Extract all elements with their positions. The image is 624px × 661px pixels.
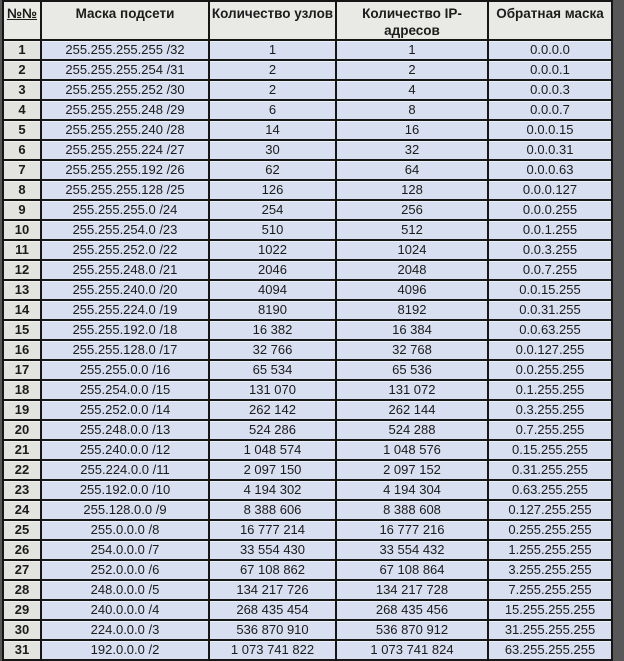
table-row [3, 100, 612, 120]
table-body [3, 40, 612, 660]
subnet-mask-cell: 255.255.0.0 /16 [41, 360, 209, 380]
host-count-cell: 16 382 [209, 320, 336, 340]
wildcard-mask-cell: 0.0.63.255 [488, 320, 612, 340]
row-number-cell: 31 [3, 640, 41, 660]
row-number-cell: 22 [3, 460, 41, 480]
table-row [3, 400, 612, 420]
wildcard-mask-cell: 0.0.7.255 [488, 260, 612, 280]
row-number-cell: 27 [3, 560, 41, 580]
table-row [3, 140, 612, 160]
row-number-cell: 30 [3, 620, 41, 640]
subnet-mask-cell: 255.255.192.0 /18 [41, 320, 209, 340]
wildcard-mask-cell: 0.0.0.3 [488, 80, 612, 100]
row-number-cell: 9 [3, 200, 41, 220]
ip-count-cell: 4 [336, 80, 488, 100]
table-row [3, 480, 612, 500]
table-row [3, 540, 612, 560]
wildcard-mask-cell: 63.255.255.255 [488, 640, 612, 660]
subnet-mask-cell: 255.128.0.0 /9 [41, 500, 209, 520]
col-header-subnet-mask [41, 1, 209, 40]
subnet-mask-cell: 255.248.0.0 /13 [41, 420, 209, 440]
wildcard-mask-cell: 0.255.255.255 [488, 520, 612, 540]
row-number-cell: 12 [3, 260, 41, 280]
host-count-cell: 8190 [209, 300, 336, 320]
ip-count-cell: 8 388 608 [336, 500, 488, 520]
ip-count-cell: 64 [336, 160, 488, 180]
wildcard-mask-cell: 0.0.31.255 [488, 300, 612, 320]
wildcard-mask-cell: 0.0.0.1 [488, 60, 612, 80]
row-number-cell: 3 [3, 80, 41, 100]
host-count-cell: 33 554 430 [209, 540, 336, 560]
table-row [3, 520, 612, 540]
row-number-cell: 14 [3, 300, 41, 320]
ip-count-cell: 536 870 912 [336, 620, 488, 640]
ip-count-cell: 33 554 432 [336, 540, 488, 560]
row-number-cell: 21 [3, 440, 41, 460]
col-header-subnet-mask-label: Маска подсети [75, 6, 175, 21]
row-number-cell: 4 [3, 100, 41, 120]
ip-count-cell: 256 [336, 200, 488, 220]
subnet-mask-cell: 255.192.0.0 /10 [41, 480, 209, 500]
table-row [3, 560, 612, 580]
table-row [3, 460, 612, 480]
table-row [3, 320, 612, 340]
wildcard-mask-cell: 0.7.255.255 [488, 420, 612, 440]
ip-count-cell: 32 768 [336, 340, 488, 360]
row-number-cell: 24 [3, 500, 41, 520]
ip-count-cell: 65 536 [336, 360, 488, 380]
subnet-mask-cell: 255.255.255.255 /32 [41, 40, 209, 60]
subnet-mask-cell: 254.0.0.0 /7 [41, 540, 209, 560]
row-number-cell: 6 [3, 140, 41, 160]
host-count-cell: 510 [209, 220, 336, 240]
ip-count-cell: 1 073 741 824 [336, 640, 488, 660]
col-header-host-count-label: Количество узлов [211, 6, 334, 21]
host-count-cell: 4 194 302 [209, 480, 336, 500]
ip-count-cell: 2 097 152 [336, 460, 488, 480]
row-number-cell: 17 [3, 360, 41, 380]
wildcard-mask-cell: 31.255.255.255 [488, 620, 612, 640]
ip-count-cell: 4096 [336, 280, 488, 300]
host-count-cell: 1022 [209, 240, 336, 260]
row-number-cell: 26 [3, 540, 41, 560]
subnet-mask-cell: 255.255.252.0 /22 [41, 240, 209, 260]
ip-count-cell: 128 [336, 180, 488, 200]
wildcard-mask-cell: 0.63.255.255 [488, 480, 612, 500]
row-number-cell: 10 [3, 220, 41, 240]
table-row [3, 600, 612, 620]
ip-count-cell: 8192 [336, 300, 488, 320]
ip-count-cell: 8 [336, 100, 488, 120]
row-number-cell: 7 [3, 160, 41, 180]
host-count-cell: 268 435 454 [209, 600, 336, 620]
table-row [3, 40, 612, 60]
ip-count-cell: 2048 [336, 260, 488, 280]
host-count-cell: 67 108 862 [209, 560, 336, 580]
row-number-cell: 5 [3, 120, 41, 140]
subnet-mask-cell: 255.255.255.252 /30 [41, 80, 209, 100]
row-number-cell: 20 [3, 420, 41, 440]
subnet-mask-cell: 255.255.255.248 /29 [41, 100, 209, 120]
wildcard-mask-cell: 7.255.255.255 [488, 580, 612, 600]
table-row [3, 240, 612, 260]
subnet-mask-cell: 255.255.248.0 /21 [41, 260, 209, 280]
ip-count-cell: 524 288 [336, 420, 488, 440]
table-row [3, 300, 612, 320]
subnet-mask-cell: 255.0.0.0 /8 [41, 520, 209, 540]
ip-count-cell: 512 [336, 220, 488, 240]
wildcard-mask-cell: 0.127.255.255 [488, 500, 612, 520]
ip-count-cell: 32 [336, 140, 488, 160]
subnet-mask-cell: 240.0.0.0 /4 [41, 600, 209, 620]
host-count-cell: 2 [209, 60, 336, 80]
row-number-cell: 19 [3, 400, 41, 420]
ip-count-cell: 16 384 [336, 320, 488, 340]
host-count-cell: 1 048 574 [209, 440, 336, 460]
col-header-number [3, 1, 41, 40]
host-count-cell: 131 070 [209, 380, 336, 400]
wildcard-mask-cell: 0.0.0.255 [488, 200, 612, 220]
ip-count-cell: 131 072 [336, 380, 488, 400]
host-count-cell: 126 [209, 180, 336, 200]
ip-count-cell: 16 777 216 [336, 520, 488, 540]
subnet-mask-cell: 255.255.255.224 /27 [41, 140, 209, 160]
host-count-cell: 1 073 741 822 [209, 640, 336, 660]
row-number-cell: 16 [3, 340, 41, 360]
wildcard-mask-cell: 0.0.127.255 [488, 340, 612, 360]
host-count-cell: 134 217 726 [209, 580, 336, 600]
host-count-cell: 536 870 910 [209, 620, 336, 640]
row-number-cell: 13 [3, 280, 41, 300]
host-count-cell: 2046 [209, 260, 336, 280]
row-number-cell: 28 [3, 580, 41, 600]
header-row [3, 1, 612, 40]
table-row [3, 440, 612, 460]
table-row [3, 160, 612, 180]
ip-count-cell: 134 217 728 [336, 580, 488, 600]
wildcard-mask-cell: 0.0.0.15 [488, 120, 612, 140]
row-number-cell: 23 [3, 480, 41, 500]
wildcard-mask-cell: 1.255.255.255 [488, 540, 612, 560]
wildcard-mask-cell: 15.255.255.255 [488, 600, 612, 620]
subnet-mask-cell: 255.254.0.0 /15 [41, 380, 209, 400]
host-count-cell: 6 [209, 100, 336, 120]
col-header-number-label: №№ [6, 6, 38, 21]
wildcard-mask-cell: 0.0.255.255 [488, 360, 612, 380]
table-row [3, 580, 612, 600]
subnet-mask-cell: 255.240.0.0 /12 [41, 440, 209, 460]
ip-count-cell: 67 108 864 [336, 560, 488, 580]
subnet-mask-cell: 255.255.255.240 /28 [41, 120, 209, 140]
table-row [3, 80, 612, 100]
wildcard-mask-cell: 0.0.0.31 [488, 140, 612, 160]
subnet-mask-cell: 255.255.255.0 /24 [41, 200, 209, 220]
wildcard-mask-cell: 0.0.0.127 [488, 180, 612, 200]
ip-count-cell: 1 [336, 40, 488, 60]
subnet-mask-cell: 248.0.0.0 /5 [41, 580, 209, 600]
host-count-cell: 254 [209, 200, 336, 220]
host-count-cell: 2 097 150 [209, 460, 336, 480]
wildcard-mask-cell: 0.1.255.255 [488, 380, 612, 400]
table-row [3, 180, 612, 200]
table-header [3, 1, 612, 40]
ip-count-cell: 2 [336, 60, 488, 80]
ip-count-cell: 4 194 304 [336, 480, 488, 500]
table-row [3, 620, 612, 640]
wildcard-mask-cell: 0.0.3.255 [488, 240, 612, 260]
subnet-mask-cell: 255.255.255.192 /26 [41, 160, 209, 180]
table-row [3, 340, 612, 360]
col-header-wildcard-mask [488, 1, 612, 40]
ip-count-cell: 1 048 576 [336, 440, 488, 460]
subnet-mask-cell: 255.252.0.0 /14 [41, 400, 209, 420]
subnet-mask-cell: 192.0.0.0 /2 [41, 640, 209, 660]
table-row [3, 380, 612, 400]
table-row [3, 220, 612, 240]
host-count-cell: 30 [209, 140, 336, 160]
ip-count-cell: 268 435 456 [336, 600, 488, 620]
subnet-mask-cell: 252.0.0.0 /6 [41, 560, 209, 580]
ip-count-cell: 262 144 [336, 400, 488, 420]
row-number-cell: 18 [3, 380, 41, 400]
table-row [3, 260, 612, 280]
subnet-mask-cell: 255.255.255.128 /25 [41, 180, 209, 200]
table-row [3, 60, 612, 80]
table-row [3, 280, 612, 300]
wildcard-mask-cell: 0.15.255.255 [488, 440, 612, 460]
host-count-cell: 262 142 [209, 400, 336, 420]
row-number-cell: 11 [3, 240, 41, 260]
table-row [3, 120, 612, 140]
wildcard-mask-cell: 3.255.255.255 [488, 560, 612, 580]
host-count-cell: 8 388 606 [209, 500, 336, 520]
subnet-mask-cell: 255.255.255.254 /31 [41, 60, 209, 80]
row-number-cell: 2 [3, 60, 41, 80]
host-count-cell: 524 286 [209, 420, 336, 440]
wildcard-mask-cell: 0.0.15.255 [488, 280, 612, 300]
table-row [3, 420, 612, 440]
ip-count-cell: 1024 [336, 240, 488, 260]
col-header-wildcard-mask-label: Обратная маска [496, 6, 604, 21]
wildcard-mask-cell: 0.0.0.0 [488, 40, 612, 60]
wildcard-mask-cell: 0.0.1.255 [488, 220, 612, 240]
host-count-cell: 65 534 [209, 360, 336, 380]
host-count-cell: 4094 [209, 280, 336, 300]
host-count-cell: 62 [209, 160, 336, 180]
col-header-host-count [209, 1, 336, 40]
row-number-cell: 29 [3, 600, 41, 620]
wildcard-mask-cell: 0.3.255.255 [488, 400, 612, 420]
table-row [3, 640, 612, 660]
col-header-ip-count-label: Количество IP-адресов [362, 6, 462, 38]
subnet-mask-cell: 255.255.254.0 /23 [41, 220, 209, 240]
col-header-ip-count [336, 1, 488, 40]
table-row [3, 200, 612, 220]
subnet-mask-cell: 255.255.128.0 /17 [41, 340, 209, 360]
row-number-cell: 15 [3, 320, 41, 340]
subnet-mask-table [2, 0, 613, 661]
wildcard-mask-cell: 0.0.0.7 [488, 100, 612, 120]
ip-count-cell: 16 [336, 120, 488, 140]
wildcard-mask-cell: 0.31.255.255 [488, 460, 612, 480]
row-number-cell: 8 [3, 180, 41, 200]
host-count-cell: 32 766 [209, 340, 336, 360]
host-count-cell: 1 [209, 40, 336, 60]
wildcard-mask-cell: 0.0.0.63 [488, 160, 612, 180]
subnet-mask-cell: 224.0.0.0 /3 [41, 620, 209, 640]
subnet-mask-cell: 255.255.224.0 /19 [41, 300, 209, 320]
row-number-cell: 25 [3, 520, 41, 540]
row-number-cell: 1 [3, 40, 41, 60]
table-row [3, 500, 612, 520]
subnet-mask-cell: 255.255.240.0 /20 [41, 280, 209, 300]
table-row [3, 360, 612, 380]
host-count-cell: 14 [209, 120, 336, 140]
subnet-mask-cell: 255.224.0.0 /11 [41, 460, 209, 480]
host-count-cell: 2 [209, 80, 336, 100]
host-count-cell: 16 777 214 [209, 520, 336, 540]
